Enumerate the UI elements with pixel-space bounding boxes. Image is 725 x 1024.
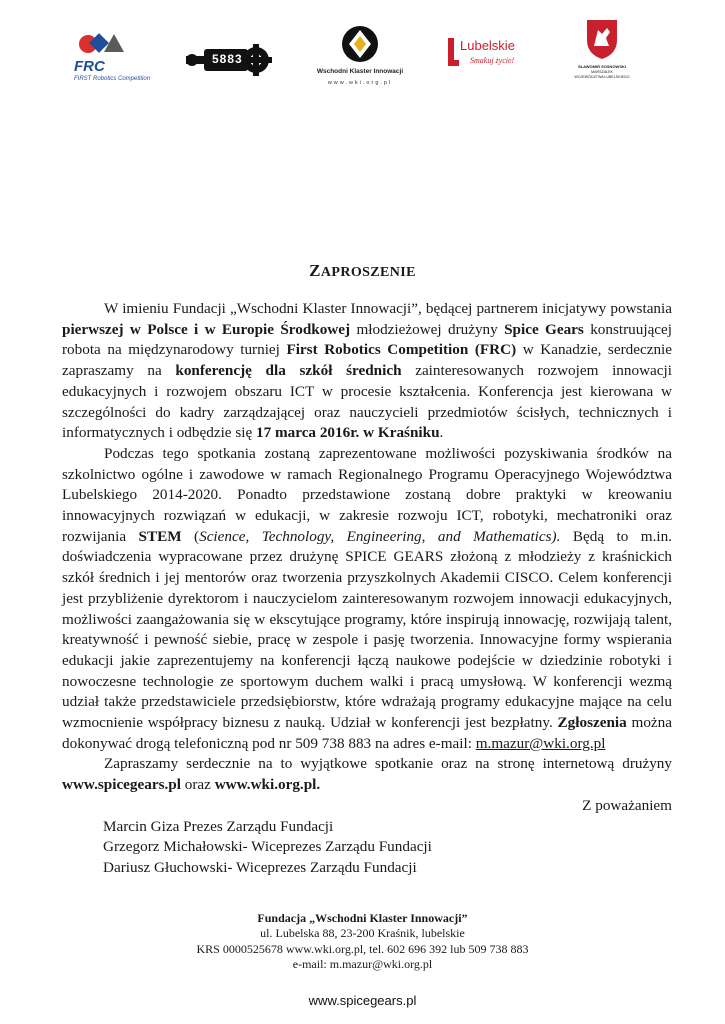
wki-emblem-icon [340, 24, 380, 64]
marszalek-logo [566, 18, 638, 88]
footer-contact: KRS 0000525678 www.wki.org.pl, tel. 602 696 392 lub 509 738 883 [196, 941, 529, 956]
signatories [62, 817, 672, 879]
frc-logo [74, 30, 151, 82]
page-title: ZAPROSZENIE [309, 261, 416, 280]
footer [0, 911, 725, 973]
frc-subtitle: FIRST Robotics Competition [74, 76, 151, 82]
wki-link[interactable]: www.wki.org.pl. [214, 776, 321, 794]
lubelskie-name: Lubelskie [460, 38, 515, 53]
wki-url: www.wki.org.pl [327, 80, 393, 86]
footer-org: Fundacja „Wschodni Klaster Innowacji” [257, 911, 468, 925]
marszalek-name: SŁAWOMIR SOSNOWSKI [578, 64, 626, 69]
wki-logo [300, 24, 420, 94]
footer-address: ul. Lubelska 88, 23-200 Kraśnik, lubelskie [260, 926, 465, 941]
logo-header [0, 14, 725, 86]
lubelskie-slogan: Smakuj życie! [470, 56, 515, 65]
spice-number: 5883 [212, 52, 243, 66]
signer: Marcin Giza Prezes Zarządu Fundacji [103, 817, 334, 835]
coat-of-arms-icon [585, 18, 619, 60]
signer: Grzegorz Michałowski- Wiceprezes Zarządu Fundacji [103, 838, 432, 856]
lubelskie-logo [446, 36, 532, 76]
frc-emblem-icon [74, 30, 138, 60]
paragraph-closing: Zapraszamy serdecznie na to wyjątkowe spotkanie oraz na stronę internetową drużyny www.spicegears.pl oraz www.wki.org.pl. [62, 755, 672, 794]
marszalek-office: MARSZAŁEK WOJEWÓDZTWA LUBELSKIEGO [574, 70, 630, 79]
spice-gears-logo [186, 44, 272, 78]
paragraph-invitation: W imieniu Fundacji „Wschodni Klaster Innowacji”, będącej partnerem inicjatywy powstania pierwszej w Polsce i w Europie Środkowej młodzieżowej drużyny Spice Gears konstruującej robota na międzynarodowy turniej First Robotics Competition (FRC) w Kanadzie, serdecznie zapraszamy na konferencję dla szkół średnich zainteresowanych rozwojem innowacji edukacyjnych i rozwojem obszaru ICT w procesie kształcenia. Konferencja jest kierowana w szczególności do kadry zarządzającej oraz nauczycieli przedmiotów ścisłych, technicznych i informatycznych i odbędzie się 17 marca 2016r. w Kraśniku. [62, 300, 673, 442]
paragraph-details: Podczas tego spotkania zostaną zaprezentowane możliwości pozyskiwania środków na szkolnictwo ogólne i zawodowe w ramach Regionalnego Programu Operacyjnego Województwa Lubelskiego 2014-2020. Ponadto przedstawione zostaną dobre praktyki w kreowaniu innowacyjnych rozwiązań w edukacji, w zakresie rozwoju ICT, robotyki, mechatroniki oraz rozwijania STEM (Science, Technology, Engineering, and Mathematics). Będą to m.in. doświadczenia wypracowane przez drużynę SPICE GEARS złożoną z młodzieży z kraśnickich szkół średnich i jej mentorów oraz tworzenia przyszkolnych Akademii CISCO. Celem konferencji jest przybliżenie dyrektorom i nauczycielom zainteresowanym rozwojem innowacji edukacyjnych, możliwości zaangażowania się w ekscytujące programy, które inspirują innowację, rozwijają talent, kreatywność i pewność siebie, pracę w zespole i pasję tworzenia. Innowacyjne formy wspierania edukacji jakie zaprezentujemy na konferencji łączą naukowe podejście w dziedzinie robotyki i nowoczesne technologie ze sportowym duchem walki i pracą umysłową. W konferencji wezmą udział także przedstawiciele przedsiębiorstw, które wdrażają programy edukacyjne mające na celu wzmocnienie współpracy biznesu z nauką. Udział w konferencji jest bezpłatny. Zgłoszenia można dokonywać drogą telefoniczną pod nr 509 738 883 na adres e-mail: m.mazur@wki.org.pl [62, 444, 672, 752]
footer-website[interactable]: www.spicegears.pl [308, 993, 417, 1008]
email-link[interactable]: m.mazur@wki.org.pl [475, 734, 606, 752]
spicegears-link[interactable]: www.spicegears.pl [62, 776, 181, 794]
frc-name: FRC [74, 58, 105, 75]
lubelskie-l-icon [446, 36, 460, 68]
signer: Dariusz Głuchowski- Wiceprezes Zarządu Fundacji [103, 858, 417, 876]
footer-email: e-mail: m.mazur@wki.org.pl [292, 957, 433, 972]
closing-salutation: Z poważaniem [582, 796, 672, 814]
wki-name: Wschodni Klaster Innowacji [316, 68, 404, 75]
letter-body [62, 299, 672, 879]
